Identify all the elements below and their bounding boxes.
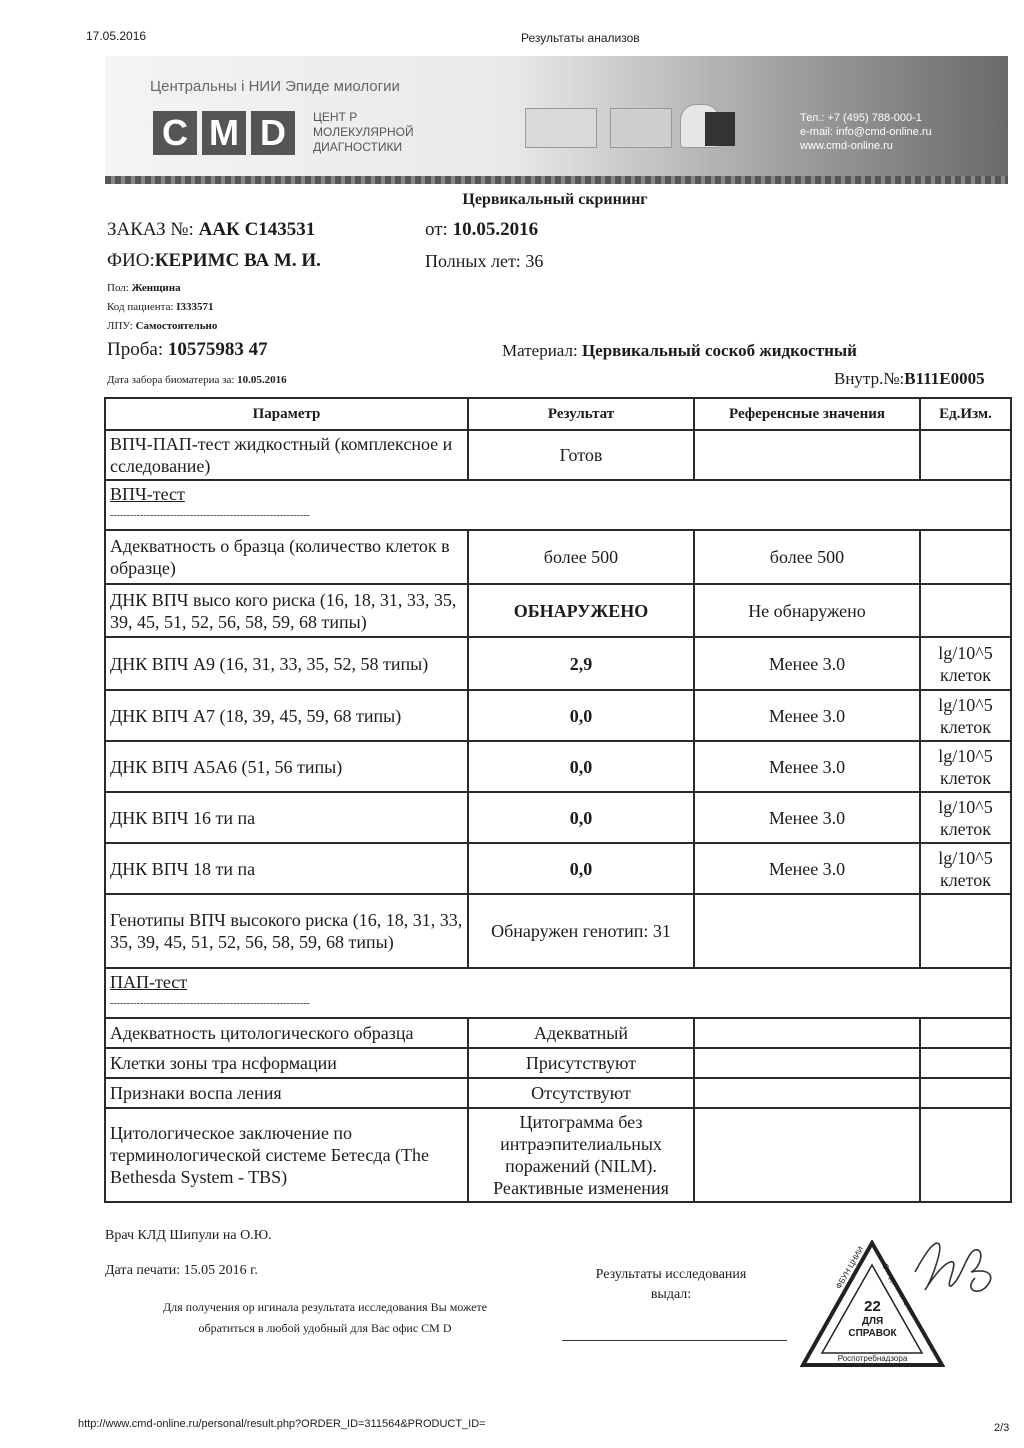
section-title-hpv: ВПЧ-тест bbox=[110, 484, 185, 504]
row-result: 0,0 bbox=[468, 741, 694, 792]
row-result: более 500 bbox=[468, 530, 694, 584]
patient-lpu bbox=[107, 317, 217, 336]
logo-letter-d: D bbox=[251, 111, 295, 155]
table-row bbox=[105, 792, 1011, 843]
row-parameter: Признаки воспа ления bbox=[105, 1078, 468, 1108]
header-reference: Референсные значения bbox=[694, 398, 920, 430]
order-date bbox=[425, 219, 538, 241]
logo-subtitle-line: ДИАГНОСТИКИ bbox=[313, 140, 403, 154]
collection-date-label: Дата забора биоматериа за: bbox=[107, 374, 235, 386]
section-divider: ------------------------------------------------------------ bbox=[110, 998, 310, 1009]
header-unit: Ед.Изм. bbox=[920, 398, 1011, 430]
table-row bbox=[105, 1078, 1011, 1108]
internal-number bbox=[834, 369, 985, 389]
row-reference: Менее 3.0 bbox=[694, 690, 920, 741]
row-result: 0,0 bbox=[468, 843, 694, 894]
table-row bbox=[105, 690, 1011, 741]
row-parameter: ДНК ВПЧ высо кого риска (16, 18, 31, 33, 35, 39, 45, 51, 52, 56, 58, 59, 68 типы) bbox=[105, 584, 468, 637]
row-parameter: Адекватность о бразца (количество клеток в образце) bbox=[105, 530, 468, 584]
row-reference bbox=[694, 1078, 920, 1108]
patient-age bbox=[425, 251, 543, 272]
signature-image bbox=[905, 1232, 1005, 1307]
material-value: Цервикальный соскоб жидкостный bbox=[581, 341, 857, 360]
institute-name: Центральны і НИИ Эпиде миологии bbox=[150, 78, 400, 95]
row-reference bbox=[694, 430, 920, 480]
page-number: 2/3 bbox=[994, 1422, 1010, 1434]
code-value: I333571 bbox=[176, 301, 214, 313]
stamp-bottom: Роспотребнадзора bbox=[837, 1354, 908, 1363]
row-reference bbox=[694, 1048, 920, 1078]
row-reference bbox=[694, 1108, 920, 1202]
stamp-right-text: Эпидемиологии bbox=[880, 1262, 918, 1318]
row-result: 0,0 bbox=[468, 792, 694, 843]
order-label: ЗАКАЗ №: bbox=[107, 219, 194, 240]
row-parameter: Генотипы ВПЧ высокого риска (16, 18, 31, 33, 35, 39, 45, 51, 52, 56, 58, 59, 68 типы) bbox=[105, 894, 468, 968]
row-unit bbox=[920, 894, 1011, 968]
row-result: Адекватный bbox=[468, 1018, 694, 1048]
row-parameter: ДНК ВПЧ 16 ти па bbox=[105, 792, 468, 843]
row-parameter: Адекватность цитологического образца bbox=[105, 1018, 468, 1048]
patient-name bbox=[107, 250, 321, 272]
row-unit bbox=[920, 1078, 1011, 1108]
stamp-left-text: ФБУН ЦНИИ bbox=[834, 1244, 866, 1291]
row-unit: lg/10^5 клеток bbox=[920, 741, 1011, 792]
signature-line bbox=[562, 1340, 787, 1341]
row-result: Обнаружен генотип: 31 bbox=[468, 894, 694, 968]
row-reference: Не обнаружено bbox=[694, 584, 920, 637]
sample-label: Проба: bbox=[107, 339, 164, 360]
row-result: 0,0 bbox=[468, 690, 694, 741]
table-row bbox=[105, 530, 1011, 584]
lab-equipment-image bbox=[705, 112, 735, 146]
section-divider: ------------------------------------------------------------ bbox=[110, 510, 310, 521]
issued-by bbox=[540, 1265, 802, 1305]
header-result: Результат bbox=[468, 398, 694, 430]
lpu-value: Самостоятельно bbox=[135, 320, 218, 332]
patient-sex bbox=[107, 279, 217, 298]
row-reference: Менее 3.0 bbox=[694, 792, 920, 843]
row-unit: lg/10^5 клеток bbox=[920, 792, 1011, 843]
document-title: Цервикальный скрининг bbox=[462, 191, 648, 208]
section-row bbox=[105, 968, 1011, 1018]
fio-value: КЕРИМС ВА М. И. bbox=[154, 250, 321, 271]
row-result: Цитограмма без интраэпителиальных поражений (NILM). Реактивные изменения bbox=[468, 1108, 694, 1202]
lab-equipment-image bbox=[610, 108, 672, 148]
logo-letter-c: C bbox=[153, 111, 197, 155]
table-row bbox=[105, 1048, 1011, 1078]
lpu-label: ЛПУ: bbox=[107, 320, 133, 332]
stamp-line: СПРАВОК bbox=[848, 1328, 897, 1339]
sample-material bbox=[502, 341, 857, 361]
sex-value: Женщина bbox=[131, 282, 181, 294]
section-row bbox=[105, 480, 1011, 530]
row-reference: Менее 3.0 bbox=[694, 843, 920, 894]
row-result: Отсутствуют bbox=[468, 1078, 694, 1108]
patient-code bbox=[107, 298, 217, 317]
email-text: e-mail: info@cmd-online.ru bbox=[800, 126, 932, 138]
row-result: Готов bbox=[468, 430, 694, 480]
row-unit: lg/10^5 клеток bbox=[920, 637, 1011, 690]
row-reference: Менее 3.0 bbox=[694, 741, 920, 792]
material-label: Материал: bbox=[502, 341, 578, 360]
row-unit: lg/10^5 клеток bbox=[920, 843, 1011, 894]
row-reference: более 500 bbox=[694, 530, 920, 584]
page-url: http://www.cmd-online.ru/personal/result.php?ORDER_ID=311564&PRODUCT_ID= bbox=[78, 1418, 486, 1430]
row-parameter: ДНК ВПЧ А9 (16, 31, 33, 35, 52, 58 типы) bbox=[105, 637, 468, 690]
sex-label: Пол: bbox=[107, 282, 129, 294]
row-parameter: Цитологическое заключение по терминологической системе Бетесда (The Bethesda System - TBS) bbox=[105, 1108, 468, 1202]
results-table bbox=[104, 397, 1012, 1203]
logo-subtitle bbox=[313, 110, 414, 155]
table-row bbox=[105, 894, 1011, 968]
print-date-footer: Дата печати: 15.05 2016 г. bbox=[105, 1263, 258, 1278]
table-row bbox=[105, 843, 1011, 894]
row-unit bbox=[920, 584, 1011, 637]
row-reference bbox=[694, 1018, 920, 1048]
table-row bbox=[105, 637, 1011, 690]
header-parameter: Параметр bbox=[105, 398, 468, 430]
collection-date-value: 10.05.2016 bbox=[237, 374, 287, 386]
logo-subtitle-line: ЦЕНТ Р bbox=[313, 110, 358, 124]
row-reference bbox=[694, 894, 920, 968]
row-unit bbox=[920, 1048, 1011, 1078]
table-header-row bbox=[105, 398, 1011, 430]
row-parameter: Клетки зоны тра нсформации bbox=[105, 1048, 468, 1078]
internal-label: Внутр.№: bbox=[834, 369, 905, 388]
row-unit bbox=[920, 430, 1011, 480]
row-unit bbox=[920, 530, 1011, 584]
table-row bbox=[105, 1108, 1011, 1202]
row-unit bbox=[920, 1108, 1011, 1202]
table-row bbox=[105, 584, 1011, 637]
row-parameter: ДНК ВПЧ 18 ти па bbox=[105, 843, 468, 894]
age-label: Полных лет: bbox=[425, 251, 521, 271]
logo-subtitle-line: МОЛЕКУЛЯРНОЙ bbox=[313, 125, 414, 139]
order-date-label: от: bbox=[425, 219, 448, 240]
website-text: www.cmd-online.ru bbox=[800, 140, 893, 152]
sample-value: 10575983 47 bbox=[167, 339, 268, 360]
order-date-value: 10.05.2016 bbox=[452, 219, 539, 240]
patient-details bbox=[107, 279, 217, 336]
order-number bbox=[107, 219, 315, 241]
row-unit: lg/10^5 клеток bbox=[920, 690, 1011, 741]
logo-letter-m: M bbox=[202, 111, 246, 155]
table-row bbox=[105, 430, 1011, 480]
issued-line: Результаты исследования bbox=[595, 1267, 747, 1282]
original-note bbox=[105, 1297, 545, 1339]
internal-value: B111E0005 bbox=[904, 369, 985, 388]
print-date: 17.05.2016 bbox=[86, 29, 147, 43]
stamp-caption bbox=[800, 1316, 945, 1340]
lab-contacts bbox=[800, 111, 932, 153]
phone-text: Тел.: +7 (495) 788-000-1 bbox=[800, 112, 922, 124]
print-title: Результаты анализов bbox=[521, 31, 640, 45]
issued-line: выдал: bbox=[650, 1287, 692, 1302]
sample-number bbox=[107, 339, 268, 361]
row-unit bbox=[920, 1018, 1011, 1048]
note-line: Для получения ор игинала результата исследования Вы можете bbox=[162, 1300, 488, 1314]
row-parameter: ВПЧ-ПАП-тест жидкостный (комплексное и сследование) bbox=[105, 430, 468, 480]
code-label: Код пациента: bbox=[107, 301, 174, 313]
lab-banner bbox=[105, 56, 1008, 184]
table-row bbox=[105, 1018, 1011, 1048]
note-line: обратиться в любой удобный для Вас офис СМ D bbox=[198, 1321, 452, 1335]
doctor-name: Врач КЛД Шипули на О.Ю. bbox=[105, 1228, 272, 1243]
fio-label: ФИО: bbox=[107, 250, 155, 271]
collection-date bbox=[107, 374, 287, 386]
stamp-line: ДЛЯ bbox=[861, 1316, 884, 1327]
lab-equipment-image bbox=[525, 108, 597, 148]
row-parameter: ДНК ВПЧ А7 (18, 39, 45, 59, 68 типы) bbox=[105, 690, 468, 741]
stamp-number: 22 bbox=[864, 1298, 881, 1315]
row-result: 2,9 bbox=[468, 637, 694, 690]
order-value: ААК С143531 bbox=[198, 219, 316, 240]
row-result: Присутствуют bbox=[468, 1048, 694, 1078]
table-row bbox=[105, 741, 1011, 792]
age-value: 36 bbox=[525, 251, 544, 271]
section-title-pap: ПАП-тест bbox=[110, 972, 188, 992]
row-parameter: ДНК ВПЧ А5А6 (51, 56 типы) bbox=[105, 741, 468, 792]
row-reference: Менее 3.0 bbox=[694, 637, 920, 690]
row-result: ОБНАРУЖЕНО bbox=[468, 584, 694, 637]
